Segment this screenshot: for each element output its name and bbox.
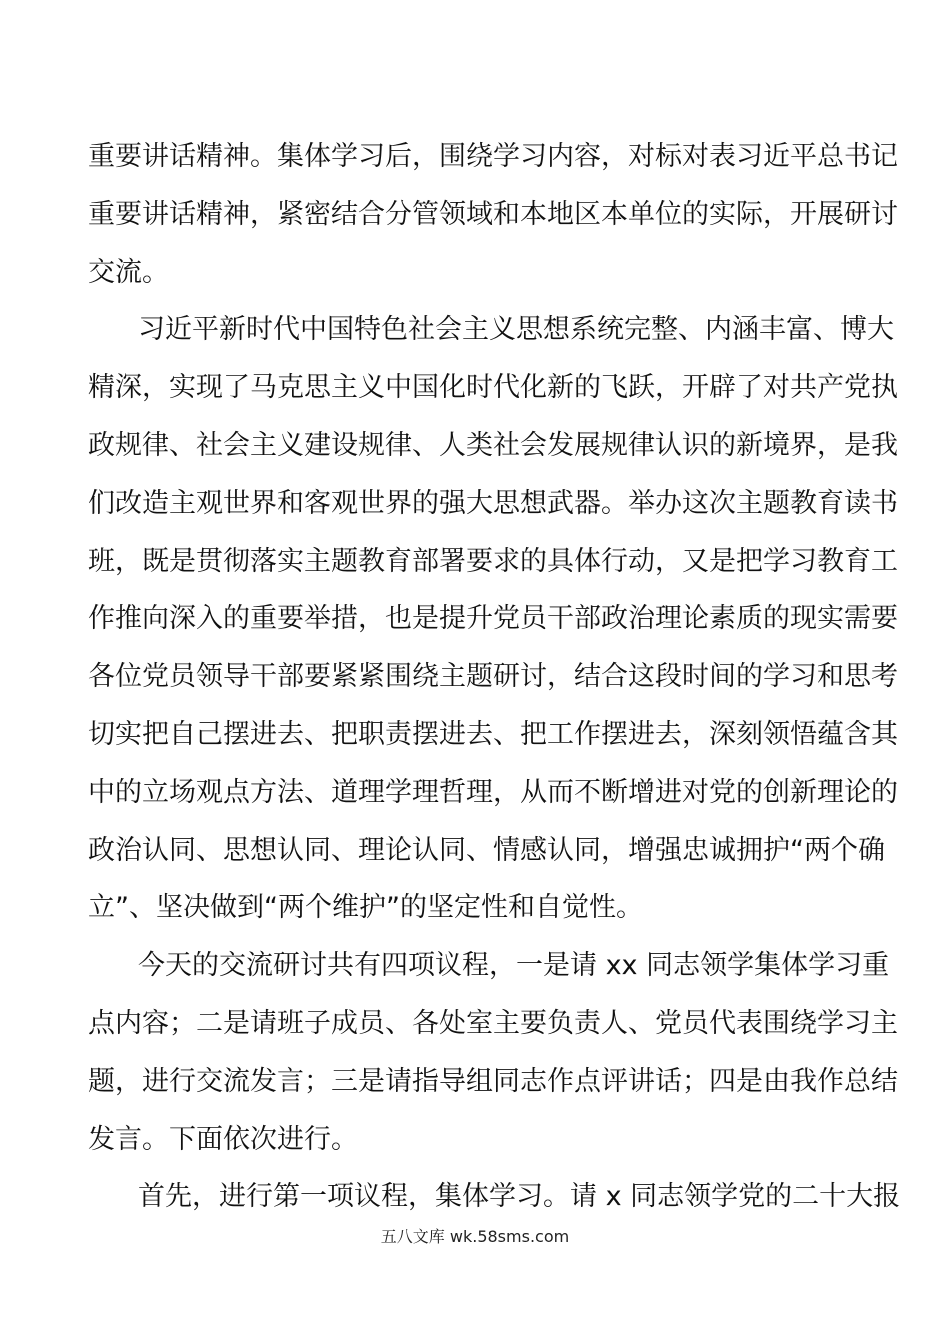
text-line: 今天的交流研讨共有四项议程，一是请 xx 同志领学集体学习重	[138, 950, 890, 982]
text-line: 政规律、社会主义建设规律、人类社会发展规律认识的新境界，是我	[88, 429, 898, 461]
text-line: 重要讲话精神。集体学习后，围绕学习内容，对标对表习近平总书记	[88, 141, 898, 172]
paragraph-3	[88, 937, 898, 1168]
text-line: 各位党员领导干部要紧紧围绕主题研讨，结合这段时间的学习和思考	[88, 661, 898, 693]
document-body	[88, 128, 901, 1226]
paragraph-2	[88, 301, 898, 937]
text-line: 交流。	[88, 256, 169, 288]
text-line: 中的立场观点方法、道理学理哲理，从而不断增进对党的创新理论的	[88, 776, 898, 808]
text-line: 题，进行交流发言；三是请指导组同志作点评讲话；四是由我作总结	[88, 1065, 898, 1097]
text-line: 立”、坚决做到“两个维护”的坚定性和自觉性。	[88, 892, 643, 924]
paragraph-4	[88, 1168, 901, 1226]
page-footer-watermark: 五八文库 wk.58sms.com	[380, 1227, 570, 1246]
text-line: 班，既是贯彻落实主题教育部署要求的具体行动，又是把学习教育工	[88, 545, 898, 577]
text-line: 作推向深入的重要举措，也是提升党员干部政治理论素质的现实需要	[88, 603, 898, 635]
text-line: 发言。下面依次进行。	[88, 1123, 358, 1155]
text-line: 重要讲话精神，紧密结合分管领域和本地区本单位的实际，开展研讨	[88, 198, 898, 230]
text-line: 政治认同、思想认同、理论认同、情感认同，增强忠诚拥护“两个确	[88, 834, 885, 866]
paragraph-1	[88, 128, 898, 301]
text-line: 精深，实现了马克思主义中国化时代化新的飞跃，开辟了对共产党执	[88, 372, 898, 404]
text-line: 首先，进行第一项议程，集体学习。请 x 同志领学党的二十大报	[138, 1181, 901, 1213]
text-line: 切实把自己摆进去、把职责摆进去、把工作摆进去，深刻领悟蕴含其	[88, 718, 898, 750]
text-line: 习近平新时代中国特色社会主义思想系统完整、内涵丰富、博大	[138, 314, 894, 346]
text-line: 们改造主观世界和客观世界的强大思想武器。举办这次主题教育读书	[88, 487, 898, 519]
text-line: 点内容；二是请班子成员、各处室主要负责人、党员代表围绕学习主	[88, 1007, 898, 1039]
